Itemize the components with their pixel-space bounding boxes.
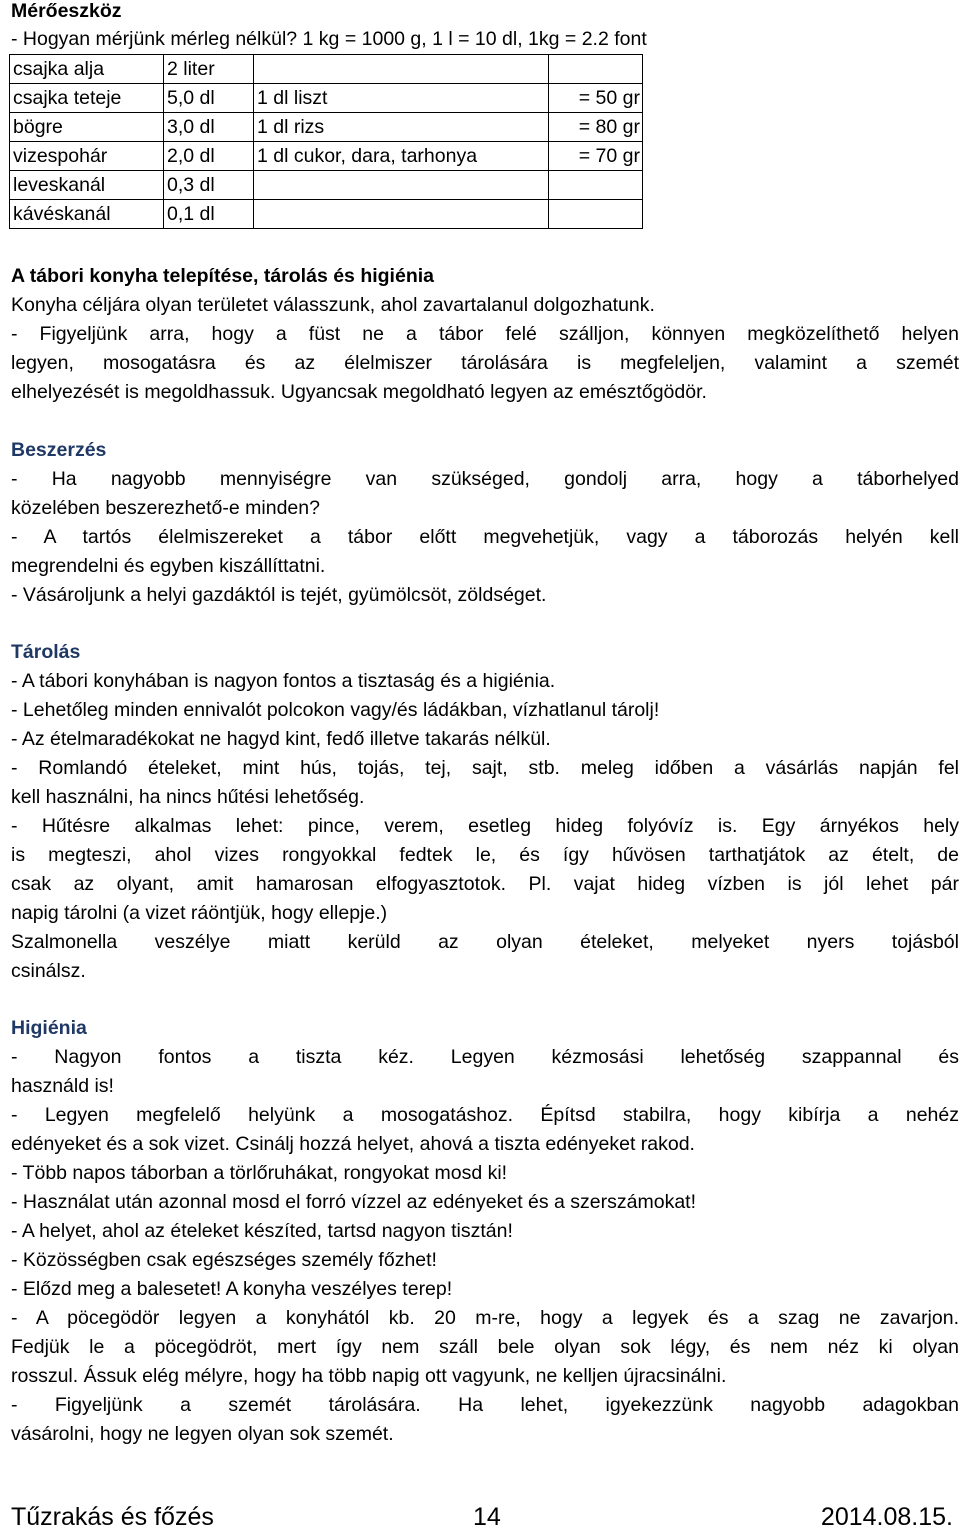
paragraph-line: - Legyen megfelelő helyünk a mosogatáshoz. Építsd stabilra, hogy kibírja a nehéz bbox=[11, 1104, 959, 1126]
table-row bbox=[10, 113, 643, 142]
table-cell: 1 dl liszt bbox=[254, 84, 549, 113]
section-kitchen-setup bbox=[11, 262, 959, 407]
paragraph-line: - A tartós élelmiszereket a tábor előtt megvehetjük, vagy a táborozás helyén kell bbox=[11, 526, 959, 548]
paragraph-line: csinálsz. bbox=[11, 960, 86, 982]
page-number: 14 bbox=[473, 1503, 501, 1531]
section-procurement bbox=[11, 436, 959, 610]
paragraph-line: - Használat után azonnal mosd el forró vízzel az edényeket és a szerszámokat! bbox=[11, 1191, 697, 1213]
table-cell: 1 dl cukor, dara, tarhonya bbox=[254, 142, 549, 171]
table-cell bbox=[254, 55, 549, 84]
paragraph-line: - Lehetőleg minden ennivalót polcokon vagy/és ládákban, vízhatlanul tárolj! bbox=[11, 699, 660, 721]
table-cell: bögre bbox=[10, 113, 164, 142]
section-storage bbox=[11, 638, 959, 986]
paragraph-line: - Ha nagyobb mennyiségre van szükséged, gondolj arra, hogy a táborhelyed bbox=[11, 468, 959, 490]
footer-title: Tűzrakás és főzés bbox=[11, 1503, 214, 1531]
section-heading: A tábori konyha telepítése, tárolás és higiénia bbox=[11, 265, 434, 287]
paragraph-line: - A tábori konyhában is nagyon fontos a tisztaság és a higiénia. bbox=[11, 670, 556, 692]
paragraph-line: használd is! bbox=[11, 1075, 114, 1097]
section-heading: Tárolás bbox=[11, 641, 81, 663]
table-cell bbox=[549, 171, 643, 200]
section-hygiene bbox=[11, 1014, 959, 1449]
table-cell: 0,3 dl bbox=[164, 171, 254, 200]
table-cell: = 50 gr bbox=[549, 84, 643, 113]
table-cell: csajka teteje bbox=[10, 84, 164, 113]
page-footer bbox=[11, 1500, 959, 1534]
table-cell: 2,0 dl bbox=[164, 142, 254, 171]
paragraph-line: - Hűtésre alkalmas lehet: pince, verem, esetleg hideg folyóvíz is. Egy árnyékos hely bbox=[11, 815, 959, 837]
table-cell: csajka alja bbox=[10, 55, 164, 84]
paragraph-line: elhelyezését is megoldhassuk. Ugyancsak megoldható legyen az emésztőgödör. bbox=[11, 381, 707, 403]
paragraph-line: Konyha céljára olyan területet válasszunk, ahol zavartalanul dolgozhatunk. bbox=[11, 294, 655, 316]
table-cell bbox=[254, 200, 549, 229]
table-row bbox=[10, 142, 643, 171]
footer-date: 2014.08.15. bbox=[820, 1503, 953, 1531]
table-cell: kávéskanál bbox=[10, 200, 164, 229]
paragraph-line: közelében beszerezhető-e minden? bbox=[11, 497, 320, 519]
paragraph-line: edényeket és a sok vizet. Csinálj hozzá helyet, ahová a tiszta edényeket rakod. bbox=[11, 1133, 695, 1155]
page-title: Mérőeszköz bbox=[11, 0, 122, 22]
table-row bbox=[10, 171, 643, 200]
table-cell: = 80 gr bbox=[549, 113, 643, 142]
table-row bbox=[10, 200, 643, 229]
table-cell bbox=[549, 55, 643, 84]
table-cell: leveskanál bbox=[10, 171, 164, 200]
paragraph-line: - A helyet, ahol az ételeket készíted, tartsd nagyon tisztán! bbox=[11, 1220, 513, 1242]
paragraph-line: napig tárolni (a vizet ráöntjük, hogy ellepje.) bbox=[11, 902, 388, 924]
paragraph-line: - Több napos táborban a törlőruhákat, rongyokat mosd ki! bbox=[11, 1162, 508, 1184]
table-cell bbox=[549, 200, 643, 229]
table-cell: 3,0 dl bbox=[164, 113, 254, 142]
paragraph-line: megrendelni és egyben kiszállíttatni. bbox=[11, 555, 326, 577]
paragraph-line: - Az ételmaradékokat ne hagyd kint, fedő illetve takarás nélkül. bbox=[11, 728, 551, 750]
paragraph-line: kell használni, ha nincs hűtési lehetőség. bbox=[11, 786, 365, 808]
paragraph-line: is megteszi, ahol vizes rongyokkal fedtek le, és így hűvösen tarthatjátok az ételt, de bbox=[11, 844, 959, 866]
paragraph-line: - Romlandó ételeket, mint hús, tojás, tej, sajt, stb. meleg időben a vásárlás napján fel bbox=[11, 757, 959, 779]
table-cell: vizespohár bbox=[10, 142, 164, 171]
measurement-table bbox=[9, 54, 643, 229]
paragraph-line: - Figyeljünk a szemét tárolására. Ha lehet, igyekezzünk nagyobb adagokban bbox=[11, 1394, 959, 1416]
paragraph-line: - Figyeljünk arra, hogy a füst ne a tábor felé szálljon, könnyen megközelíthető helyen bbox=[11, 323, 959, 345]
section-heading: Beszerzés bbox=[11, 439, 107, 461]
section-heading: Higiénia bbox=[11, 1017, 87, 1039]
paragraph-line: rosszul. Ássuk elég mélyre, hogy ha több napig ott vagyunk, ne kelljen újracsinálni. bbox=[11, 1365, 727, 1387]
paragraph-line: - Közösségben csak egészséges személy főzhet! bbox=[11, 1249, 437, 1271]
paragraph-line: - A pöcegödör legyen a konyhától kb. 20 m-re, hogy a legyek és a szag ne zavarjon. bbox=[11, 1307, 959, 1329]
table-cell: 5,0 dl bbox=[164, 84, 254, 113]
table-row bbox=[10, 84, 643, 113]
paragraph-line: - Nagyon fontos a tiszta kéz. Legyen kézmosási lehetőség szappannal és bbox=[11, 1046, 959, 1068]
intro-line: - Hogyan mérjünk mérleg nélkül? 1 kg = 1000 g, 1 l = 10 dl, 1kg = 2.2 font bbox=[11, 28, 647, 50]
table-cell: = 70 gr bbox=[549, 142, 643, 171]
paragraph-line: Fedjük le a pöcegödröt, mert így nem száll bele olyan sok légy, és nem néz ki olyan bbox=[11, 1336, 959, 1358]
paragraph-line: vásárolni, hogy ne legyen olyan sok szemét. bbox=[11, 1423, 394, 1445]
paragraph-line: - Vásároljunk a helyi gazdáktól is tejét, gyümölcsöt, zöldséget. bbox=[11, 584, 547, 606]
table-row bbox=[10, 55, 643, 84]
table-cell bbox=[254, 171, 549, 200]
table-cell: 1 dl rizs bbox=[254, 113, 549, 142]
paragraph-line: Szalmonella veszélye miatt kerüld az olyan ételeket, melyeket nyers tojásból bbox=[11, 931, 959, 953]
paragraph-line: legyen, mosogatásra és az élelmiszer tárolására is megfeleljen, valamint a szemét bbox=[11, 352, 959, 374]
table-cell: 0,1 dl bbox=[164, 200, 254, 229]
paragraph-line: - Előzd meg a balesetet! A konyha veszélyes terep! bbox=[11, 1278, 453, 1300]
table-cell: 2 liter bbox=[164, 55, 254, 84]
paragraph-line: csak az olyant, amit hamarosan elfogyasztotok. Pl. vajat hideg vízben is jól lehet pár bbox=[11, 873, 959, 895]
